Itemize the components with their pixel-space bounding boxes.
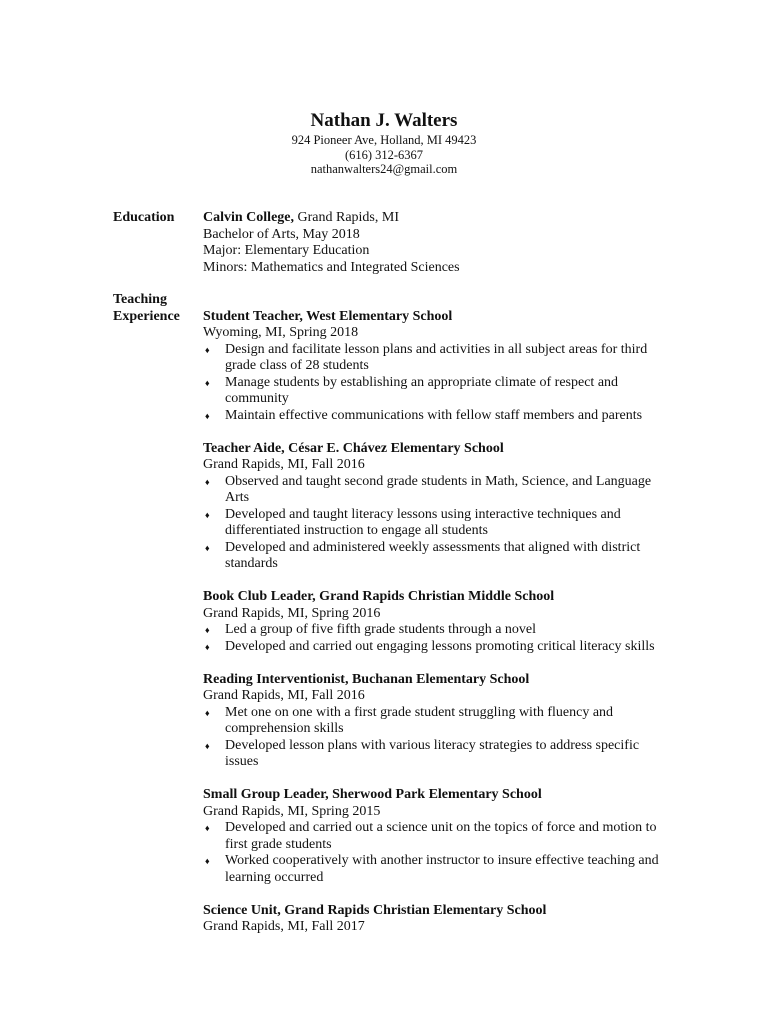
education-body bbox=[203, 210, 673, 276]
duty-item bbox=[203, 639, 673, 656]
diamond-bullet-icon: ♦ bbox=[205, 740, 210, 751]
duty-text-line: Led a group of five fifth grade students through a novel bbox=[225, 622, 537, 637]
job-title: Small Group Leader, Sherwood Park Elementary School bbox=[203, 787, 542, 802]
duty-item bbox=[203, 622, 673, 639]
duty-text-line: issues bbox=[225, 754, 259, 769]
duty-item bbox=[203, 507, 673, 540]
school-location: Grand Rapids, MI bbox=[294, 210, 399, 225]
duty-text-line: Developed and carried out engaging lessons promoting critical literacy skills bbox=[225, 638, 655, 654]
duty-text-line: Manage students by establishing an appropriate climate of respect and bbox=[225, 374, 619, 390]
duty-item bbox=[203, 408, 673, 425]
job-entry bbox=[203, 441, 673, 573]
duty-text-line: Arts bbox=[225, 490, 250, 505]
address: 924 Pioneer Ave, Holland, MI 49423 bbox=[291, 133, 477, 147]
job-title: Book Club Leader, Grand Rapids Christian Middle School bbox=[203, 589, 555, 604]
education-label: Education bbox=[113, 210, 175, 225]
diamond-bullet-icon: ♦ bbox=[205, 823, 210, 833]
duty-item bbox=[203, 474, 673, 507]
job-title: Reading Interventionist, Buchanan Elementary School bbox=[203, 671, 530, 687]
job-entry bbox=[203, 903, 673, 936]
candidate-name: Nathan J. Walters bbox=[310, 110, 458, 131]
experience-list bbox=[203, 309, 673, 953]
job-location-date: Wyoming, MI, Spring 2018 bbox=[203, 325, 359, 340]
resume-header bbox=[0, 109, 768, 177]
job-title: Student Teacher, West Elementary School bbox=[203, 308, 453, 324]
duty-item bbox=[203, 820, 673, 853]
duty-text-line: Worked cooperatively with another instructor to insure effective teaching and bbox=[225, 853, 659, 868]
job-location-date: Grand Rapids, MI, Spring 2016 bbox=[203, 605, 381, 621]
duty-item bbox=[203, 540, 673, 573]
duty-text-line: learning occurred bbox=[225, 869, 324, 885]
duty-text-line: Observed and taught second grade students in Math, Science, and Language bbox=[225, 473, 652, 489]
diamond-bullet-icon: ♦ bbox=[205, 707, 210, 718]
diamond-bullet-icon: ♦ bbox=[205, 410, 210, 421]
duty-text-line: Developed and carried out a science unit on the topics of force and motion to bbox=[225, 820, 657, 835]
experience-label bbox=[113, 292, 198, 325]
job-duties-list bbox=[203, 474, 673, 573]
duty-text-line: first grade students bbox=[225, 836, 332, 852]
email: nathanwalters24@gmail.com bbox=[310, 162, 458, 177]
duty-item bbox=[203, 705, 673, 738]
minors: Minors: Mathematics and Integrated Sciences bbox=[203, 259, 460, 275]
duty-text-line: comprehension skills bbox=[225, 721, 344, 736]
job-entry bbox=[203, 589, 673, 655]
diamond-bullet-icon: ♦ bbox=[205, 625, 210, 635]
duty-text-line: community bbox=[225, 391, 289, 406]
duty-item bbox=[203, 342, 673, 375]
diamond-bullet-icon: ♦ bbox=[205, 476, 210, 487]
job-entry bbox=[203, 672, 673, 771]
duty-item bbox=[203, 853, 673, 886]
job-duties-list bbox=[203, 342, 673, 425]
experience-label-line1: Teaching bbox=[113, 292, 167, 307]
duty-text-line: Maintain effective communications with fellow staff members and parents bbox=[225, 407, 643, 423]
diamond-bullet-icon: ♦ bbox=[205, 641, 210, 652]
job-duties-list bbox=[203, 622, 673, 655]
job-location-date: Grand Rapids, MI, Fall 2016 bbox=[203, 688, 365, 703]
diamond-bullet-icon: ♦ bbox=[205, 377, 210, 388]
duty-text-line: Developed and taught literacy lessons using interactive techniques and bbox=[225, 506, 621, 522]
school-name: Calvin College, bbox=[203, 210, 294, 225]
phone: (616) 312-6367 bbox=[344, 147, 424, 162]
duty-text-line: grade class of 28 students bbox=[225, 358, 369, 373]
major: Major: Elementary Education bbox=[203, 243, 370, 258]
degree: Bachelor of Arts, May 2018 bbox=[203, 226, 360, 242]
duty-item bbox=[203, 375, 673, 408]
job-duties-list bbox=[203, 820, 673, 886]
job-duties-list bbox=[203, 705, 673, 771]
duty-text-line: Developed lesson plans with various literacy strategies to address specific bbox=[225, 737, 640, 753]
duty-text-line: Developed and administered weekly assessments that aligned with district bbox=[225, 539, 641, 555]
duty-text-line: differentiated instruction to engage all students bbox=[225, 523, 488, 538]
experience-label-line2: Experience bbox=[113, 308, 180, 324]
diamond-bullet-icon: ♦ bbox=[205, 344, 210, 355]
duty-text-line: Design and facilitate lesson plans and activities in all subject areas for third bbox=[225, 341, 648, 357]
job-title: Science Unit, Grand Rapids Christian Elementary School bbox=[203, 902, 547, 918]
school-line bbox=[203, 210, 673, 227]
duty-text-line: standards bbox=[225, 556, 278, 571]
job-entry bbox=[203, 787, 673, 886]
job-location-date: Grand Rapids, MI, Spring 2015 bbox=[203, 803, 381, 819]
duty-text-line: Met one on one with a first grade student struggling with fluency and bbox=[225, 704, 614, 720]
diamond-bullet-icon: ♦ bbox=[205, 856, 210, 866]
diamond-bullet-icon: ♦ bbox=[205, 542, 210, 553]
diamond-bullet-icon: ♦ bbox=[205, 509, 210, 520]
job-location-date: Grand Rapids, MI, Fall 2016 bbox=[203, 457, 365, 472]
job-entry bbox=[203, 309, 673, 425]
job-title: Teacher Aide, César E. Chávez Elementary School bbox=[203, 440, 504, 456]
duty-item bbox=[203, 738, 673, 771]
job-location-date: Grand Rapids, MI, Fall 2017 bbox=[203, 919, 365, 934]
